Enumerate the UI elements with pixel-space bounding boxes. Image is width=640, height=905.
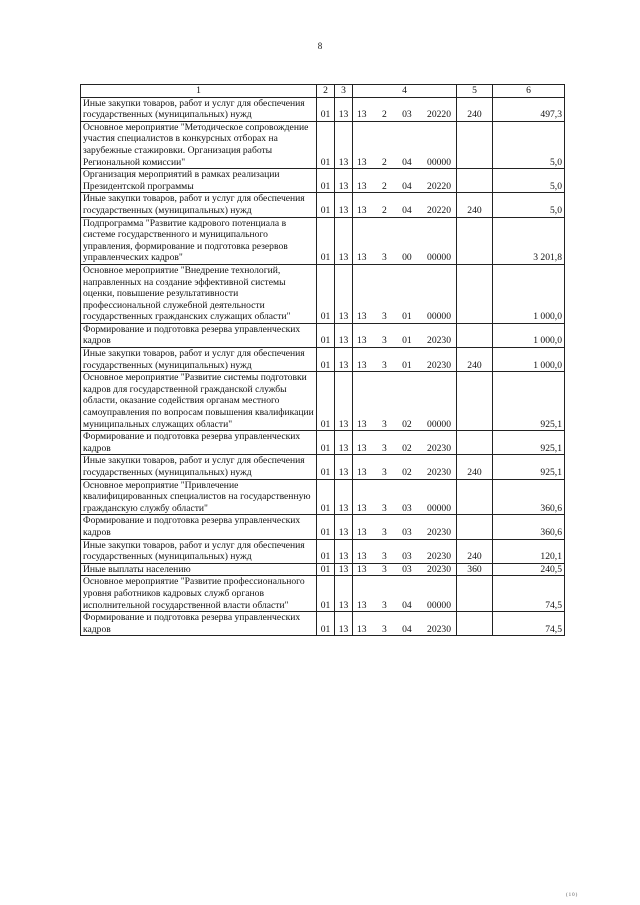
row-amount: 925,1 [493, 431, 565, 455]
target-code-subprogram: 3 [381, 599, 387, 611]
row-expense-type: 240 [457, 539, 493, 563]
row-subsection-code: 13 [335, 515, 353, 539]
target-code-direction: 20230 [427, 526, 451, 538]
page-number: 8 [317, 41, 323, 51]
row-subsection-code: 13 [335, 539, 353, 563]
target-code-subprogram: 3 [381, 526, 387, 538]
target-code-subprogram: 3 [381, 252, 387, 264]
row-subsection-code: 13 [335, 431, 353, 455]
row-amount: 74,5 [493, 576, 565, 612]
row-amount: 1 000,0 [493, 264, 565, 323]
row-amount: 925,1 [493, 455, 565, 479]
target-code-direction: 20230 [427, 551, 451, 563]
row-amount: 925,1 [493, 372, 565, 431]
row-section-code: 01 [317, 121, 335, 168]
row-amount: 497,3 [493, 97, 565, 121]
target-code-measure: 01 [402, 359, 412, 371]
row-name: Формирование и подготовка резерва управленческих кадров [81, 612, 317, 636]
row-expense-type [457, 515, 493, 539]
row-subsection-code: 13 [335, 121, 353, 168]
row-amount: 5,0 [493, 121, 565, 168]
table-row [81, 348, 565, 372]
table-row [81, 121, 565, 168]
target-code-parts [355, 252, 454, 264]
row-amount: 5,0 [493, 193, 565, 217]
target-code-direction: 00000 [427, 311, 451, 323]
table-row [81, 612, 565, 636]
table-row [81, 217, 565, 264]
row-target-code [353, 264, 457, 323]
row-name: Основное мероприятие "Развитие системы подготовки кадров для государственной гражданской службы области, оказание содействия органам местного самоуправления по вопросам повышения квалификации муниципальных служащих области" [81, 372, 317, 431]
target-code-parts [355, 419, 454, 431]
header-col-3: 3 [335, 85, 353, 98]
row-section-code: 01 [317, 576, 335, 612]
row-subsection-code: 13 [335, 169, 353, 193]
target-code-subprogram: 3 [381, 418, 387, 430]
row-target-code [353, 323, 457, 347]
row-expense-type [457, 372, 493, 431]
row-target-code [353, 193, 457, 217]
target-code-measure: 04 [402, 623, 412, 635]
target-code-parts [355, 157, 454, 169]
target-code-subprogram: 2 [381, 156, 387, 168]
row-expense-type: 240 [457, 455, 493, 479]
target-code-subprogram: 2 [381, 180, 387, 192]
target-code-program: 13 [357, 623, 367, 635]
target-code-program: 13 [357, 551, 367, 563]
row-section-code: 01 [317, 264, 335, 323]
row-target-code [353, 563, 457, 576]
row-section-code: 01 [317, 515, 335, 539]
table-row [81, 455, 565, 479]
row-name: Основное мероприятие "Методическое сопровождение участия специалистов в конкурсных отборах на зарубежные стажировки. Организация работы Региональной комиссии" [81, 121, 317, 168]
row-section-code: 01 [317, 169, 335, 193]
row-subsection-code: 13 [335, 479, 353, 515]
row-target-code [353, 515, 457, 539]
target-code-program: 13 [357, 311, 367, 323]
target-code-subprogram: 3 [381, 442, 387, 454]
target-code-program: 13 [357, 467, 367, 478]
row-expense-type [457, 121, 493, 168]
table-row [81, 563, 565, 576]
target-code-subprogram: 3 [381, 467, 387, 478]
table-row [81, 576, 565, 612]
header-col-6: 6 [493, 85, 565, 98]
row-section-code: 01 [317, 612, 335, 636]
target-code-subprogram: 2 [381, 109, 387, 121]
row-name: Иные закупки товаров, работ и услуг для обеспечения государственных (муниципальных) нужд [81, 97, 317, 121]
row-section-code: 01 [317, 563, 335, 576]
target-code-program: 13 [357, 252, 367, 264]
target-code-measure: 04 [402, 599, 412, 611]
target-code-measure: 02 [402, 442, 412, 454]
row-amount: 74,5 [493, 612, 565, 636]
row-subsection-code: 13 [335, 563, 353, 576]
row-name: Иные закупки товаров, работ и услуг для обеспечения государственных (муниципальных) нужд [81, 539, 317, 563]
row-subsection-code: 13 [335, 264, 353, 323]
target-code-subprogram: 3 [381, 551, 387, 563]
target-code-program: 13 [357, 502, 367, 514]
row-target-code [353, 612, 457, 636]
row-expense-type: 240 [457, 193, 493, 217]
row-section-code: 01 [317, 455, 335, 479]
row-expense-type: 240 [457, 97, 493, 121]
target-code-measure: 02 [402, 467, 412, 478]
table-row [81, 264, 565, 323]
target-code-parts [355, 335, 454, 347]
row-target-code [353, 431, 457, 455]
row-section-code: 01 [317, 323, 335, 347]
row-subsection-code: 13 [335, 372, 353, 431]
row-expense-type [457, 431, 493, 455]
header-col-4: 4 [353, 85, 457, 98]
target-code-measure: 02 [402, 418, 412, 430]
target-code-subprogram: 3 [381, 502, 387, 514]
row-section-code: 01 [317, 372, 335, 431]
target-code-program: 13 [357, 563, 367, 575]
row-name: Формирование и подготовка резерва управленческих кадров [81, 431, 317, 455]
header-col-2: 2 [317, 85, 335, 98]
target-code-measure: 00 [402, 252, 412, 264]
row-name: Организация мероприятий в рамках реализации Президентской программы [81, 169, 317, 193]
row-amount: 1 000,0 [493, 323, 565, 347]
target-code-direction: 00000 [427, 502, 451, 514]
target-code-subprogram: 3 [381, 311, 387, 323]
target-code-program: 13 [357, 335, 367, 347]
target-code-parts [355, 360, 454, 372]
target-code-direction: 00000 [427, 156, 451, 168]
table-row [81, 515, 565, 539]
row-amount: 240,5 [493, 563, 565, 576]
row-name: Иные закупки товаров, работ и услуг для обеспечения государственных (муниципальных) нужд [81, 193, 317, 217]
row-section-code: 01 [317, 217, 335, 264]
row-name: Основное мероприятие "Внедрение технологий, направленных на создание эффективной системы оценки, повышение результативности профессиональной служебной деятельности государственных гражданских служащих области" [81, 264, 317, 323]
target-code-parts [355, 181, 454, 193]
row-target-code [353, 479, 457, 515]
row-name: Формирование и подготовка резерва управленческих кадров [81, 323, 317, 347]
row-section-code: 01 [317, 97, 335, 121]
target-code-program: 13 [357, 442, 367, 454]
target-code-direction: 20230 [427, 442, 451, 454]
target-code-subprogram: 3 [381, 335, 387, 347]
target-code-measure: 04 [402, 180, 412, 192]
table-body [81, 97, 565, 636]
target-code-parts [355, 467, 454, 479]
table-row [81, 372, 565, 431]
target-code-parts [355, 311, 454, 323]
table-row [81, 193, 565, 217]
row-subsection-code: 13 [335, 323, 353, 347]
target-code-direction: 20220 [427, 180, 451, 192]
row-amount: 3 201,8 [493, 217, 565, 264]
target-code-parts [355, 624, 454, 636]
row-expense-type: 240 [457, 348, 493, 372]
row-target-code [353, 455, 457, 479]
header-col-5: 5 [457, 85, 493, 98]
target-code-measure: 03 [402, 109, 412, 121]
target-code-parts [355, 551, 454, 563]
target-code-direction: 20230 [427, 623, 451, 635]
target-code-program: 13 [357, 156, 367, 168]
row-expense-type [457, 217, 493, 264]
target-code-direction: 00000 [427, 252, 451, 264]
row-amount: 5,0 [493, 169, 565, 193]
row-target-code [353, 576, 457, 612]
target-code-direction: 20230 [427, 335, 451, 347]
target-code-measure: 03 [402, 502, 412, 514]
target-code-parts [355, 503, 454, 515]
table-row [81, 479, 565, 515]
header-col-1: 1 [81, 85, 317, 98]
target-code-direction: 00000 [427, 599, 451, 611]
row-section-code: 01 [317, 479, 335, 515]
row-subsection-code: 13 [335, 97, 353, 121]
row-expense-type [457, 323, 493, 347]
target-code-direction: 20220 [427, 204, 451, 216]
row-name: Иные закупки товаров, работ и услуг для обеспечения государственных (муниципальных) нужд [81, 455, 317, 479]
target-code-program: 13 [357, 204, 367, 216]
table-row [81, 431, 565, 455]
row-target-code [353, 121, 457, 168]
target-code-program: 13 [357, 526, 367, 538]
row-expense-type [457, 479, 493, 515]
target-code-parts [355, 564, 454, 576]
target-code-measure: 01 [402, 335, 412, 347]
row-expense-type [457, 264, 493, 323]
target-code-subprogram: 2 [381, 204, 387, 216]
target-code-measure: 03 [402, 563, 412, 575]
row-expense-type [457, 576, 493, 612]
row-section-code: 01 [317, 539, 335, 563]
target-code-parts [355, 527, 454, 539]
row-subsection-code: 13 [335, 612, 353, 636]
table-row [81, 323, 565, 347]
row-name: Иные выплаты населению [81, 563, 317, 576]
target-code-parts [355, 109, 454, 121]
target-code-direction: 00000 [427, 418, 451, 430]
row-target-code [353, 348, 457, 372]
row-target-code [353, 539, 457, 563]
table-header-row [81, 85, 565, 98]
target-code-measure: 04 [402, 156, 412, 168]
target-code-measure: 04 [402, 204, 412, 216]
row-name: Подпрограмма "Развитие кадрового потенциала в системе государственного и муниципального управления, формирование и подготовка резервов управленческих кадров" [81, 217, 317, 264]
target-code-program: 13 [357, 418, 367, 430]
table-row [81, 97, 565, 121]
row-amount: 1 000,0 [493, 348, 565, 372]
table-row [81, 169, 565, 193]
target-code-direction: 20230 [427, 563, 451, 575]
row-name: Иные закупки товаров, работ и услуг для обеспечения государственных (муниципальных) нужд [81, 348, 317, 372]
row-expense-type: 360 [457, 563, 493, 576]
row-target-code [353, 217, 457, 264]
row-name: Основное мероприятие "Привлечение квалифицированных специалистов на государственную гражданскую службу области" [81, 479, 317, 515]
target-code-measure: 03 [402, 551, 412, 563]
row-amount: 120,1 [493, 539, 565, 563]
target-code-parts [355, 205, 454, 217]
row-target-code [353, 169, 457, 193]
target-code-measure: 01 [402, 311, 412, 323]
target-code-direction: 20220 [427, 109, 451, 121]
row-expense-type [457, 612, 493, 636]
row-target-code [353, 372, 457, 431]
row-expense-type [457, 169, 493, 193]
row-amount: 360,6 [493, 515, 565, 539]
row-subsection-code: 13 [335, 455, 353, 479]
target-code-parts [355, 600, 454, 612]
target-code-subprogram: 3 [381, 359, 387, 371]
target-code-direction: 20230 [427, 467, 451, 478]
budget-table [80, 84, 565, 636]
row-section-code: 01 [317, 348, 335, 372]
footer-mark: (10) [566, 893, 579, 898]
target-code-program: 13 [357, 359, 367, 371]
row-subsection-code: 13 [335, 348, 353, 372]
target-code-direction: 20230 [427, 359, 451, 371]
row-section-code: 01 [317, 193, 335, 217]
row-subsection-code: 13 [335, 576, 353, 612]
target-code-subprogram: 3 [381, 623, 387, 635]
target-code-subprogram: 3 [381, 563, 387, 575]
row-amount: 360,6 [493, 479, 565, 515]
row-subsection-code: 13 [335, 217, 353, 264]
target-code-measure: 03 [402, 526, 412, 538]
row-target-code [353, 97, 457, 121]
row-name: Формирование и подготовка резерва управленческих кадров [81, 515, 317, 539]
table-row [81, 539, 565, 563]
row-subsection-code: 13 [335, 193, 353, 217]
row-name: Основное мероприятие "Развитие профессионального уровня работников кадровых служб органов исполнительной государственной власти области" [81, 576, 317, 612]
target-code-program: 13 [357, 599, 367, 611]
target-code-parts [355, 443, 454, 455]
row-section-code: 01 [317, 431, 335, 455]
target-code-program: 13 [357, 180, 367, 192]
target-code-program: 13 [357, 109, 367, 121]
